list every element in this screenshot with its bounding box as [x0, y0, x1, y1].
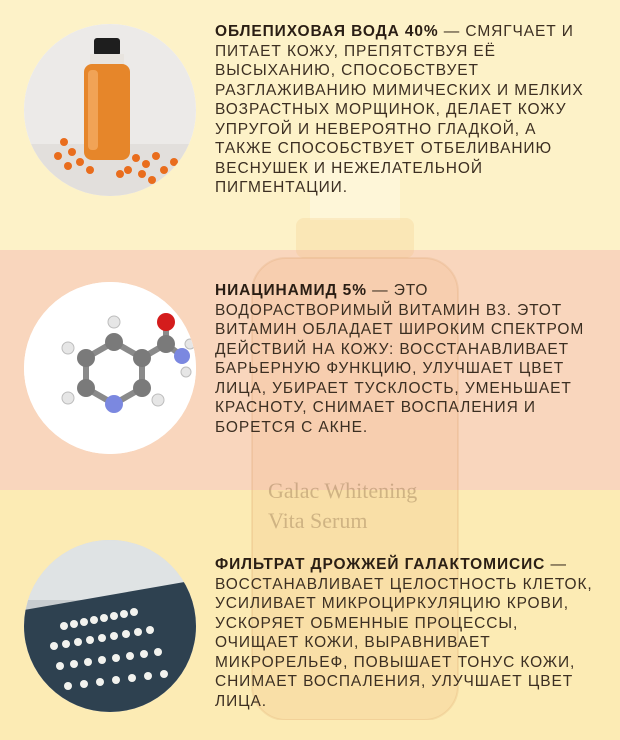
ingredient-block-galactomyces [215, 555, 595, 711]
yeast-culture-image [24, 540, 196, 712]
ingredient-block-niacinamide [215, 281, 595, 437]
ingredient-title: НИАЦИНАМИД 5% [215, 282, 367, 299]
ingredient-title: ОБЛЕПИХОВАЯ ВОДА 40% [215, 23, 439, 40]
ingredient-description: — СМЯГЧАЕТ И ПИТАЕТ КОЖУ, ПРЕПЯТСТВУЯ ЕЁ ВЫСЫХАНИЮ, СПОСОБСТВУЕТ РАЗГЛАЖИВАНИЮ МИМИЧЕСКИХ И МЕЛКИХ ВОЗРАСТНЫХ МОРЩИНОК, ДЕЛАЕТ КОЖУ УПРУГОЙ И НЕВЕРОЯТНО ГЛАДКОЙ, А ТАКЖЕ СПОСОБСТВУЕТ ОТБЕЛИВАНИЮ ВЕСНУШЕК И НЕЖЕЛАТЕЛЬНОЙ ПИГМЕНТАЦИИ. [215, 23, 584, 196]
bottle-label-line1: Galac Whitening [268, 478, 418, 503]
ingredient-description: — ЭТО ВОДОРАСТВОРИМЫЙ ВИТАМИН B3. ЭТОТ ВИТАМИН ОБЛАДАЕТ ШИРОКИМ СПЕКТРОМ ДЕЙСТВИЙ НА КОЖУ: ВОССТАНАВЛИВАЕТ БАРЬЕРНУЮ ФУНКЦИЮ, УЛУЧШАЕТ ЦВЕТ ЛИЦА, УБИРАЕТ ТУСКЛОСТЬ, УМЕНЬШАЕТ КРАСНОТУ, СНИМАЕТ ВОСПАЛЕНИЯ И БОРЕТСЯ С АКНЕ. [215, 282, 585, 436]
sea-buckthorn-image [24, 24, 196, 196]
ingredient-block-sea-buckthorn [215, 22, 595, 198]
ingredient-title: ФИЛЬТРАТ ДРОЖЖЕЙ ГАЛАКТОМИСИС [215, 556, 546, 573]
bottle-label-line2: Vita Serum [268, 508, 368, 533]
niacinamide-molecule-image [24, 282, 196, 454]
ingredient-description: — ВОССТАНАВЛИВАЕТ ЦЕЛОСТНОСТЬ КЛЕТОК, УСИЛИВАЕТ МИКРОЦИРКУЛЯЦИЮ КРОВИ, УСКОРЯЕТ ОБМЕННЫЕ ПРОЦЕССЫ, ОЧИЩАЕТ КОЖИ, ВЫРАВНИВАЕТ МИКРОРЕЛЬЕФ, ПОВЫШАЕТ ТОНУС КОЖИ, СНИМАЕТ ВОСПАЛЕНИЯ, УЛУЧШАЕТ ЦВЕТ ЛИЦА. [215, 556, 593, 710]
